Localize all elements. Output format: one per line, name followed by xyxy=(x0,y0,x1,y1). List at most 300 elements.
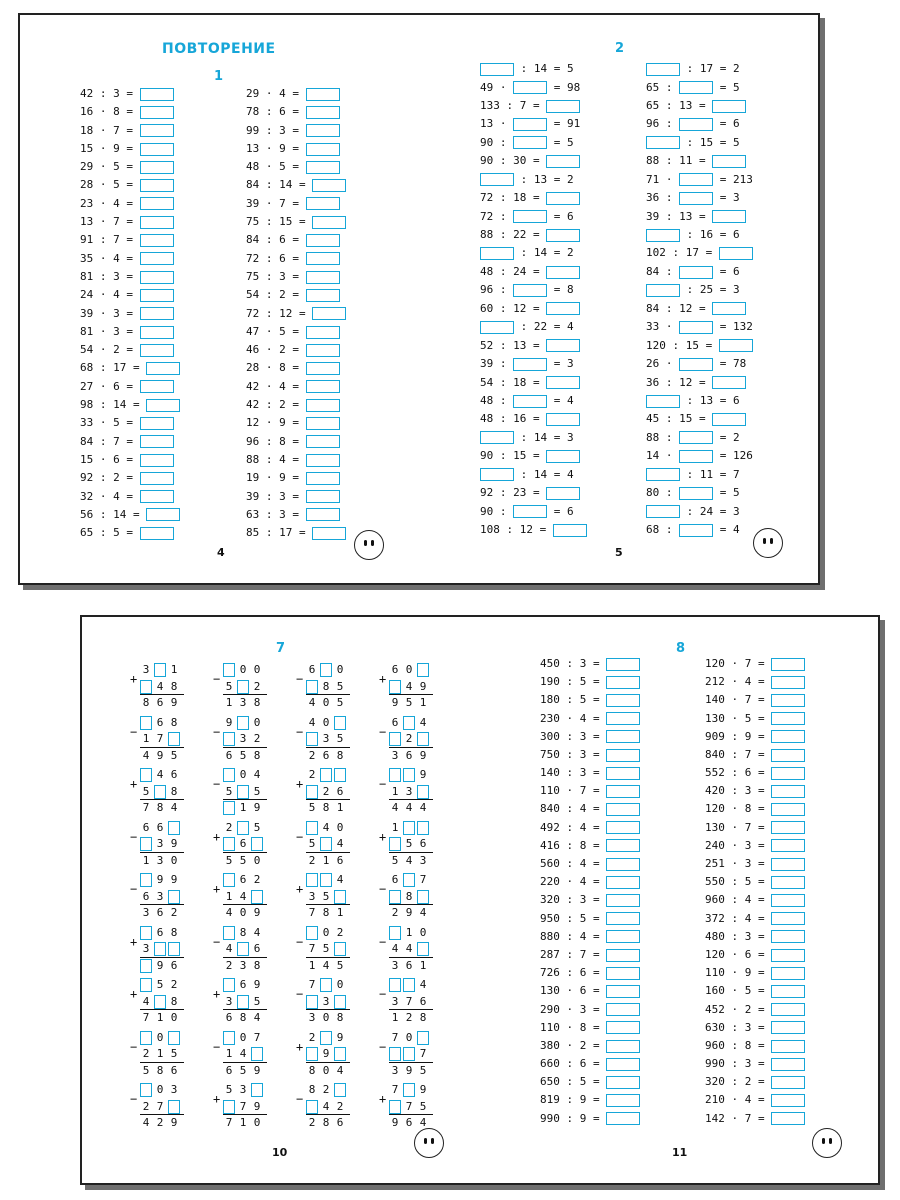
answer-box[interactable] xyxy=(306,326,340,339)
digit-box[interactable] xyxy=(403,873,415,887)
digit-box[interactable] xyxy=(403,716,415,730)
answer-box[interactable] xyxy=(606,767,640,780)
answer-box[interactable] xyxy=(140,307,174,320)
answer-box[interactable] xyxy=(513,210,547,223)
answer-box[interactable] xyxy=(140,289,174,302)
answer-box[interactable] xyxy=(606,1094,640,1107)
answer-box[interactable] xyxy=(306,88,340,101)
digit-box[interactable] xyxy=(389,837,401,851)
answer-box[interactable] xyxy=(771,894,805,907)
digit-box[interactable] xyxy=(154,785,166,799)
digit-box[interactable] xyxy=(306,873,318,887)
answer-box[interactable] xyxy=(306,435,340,448)
answer-box[interactable] xyxy=(140,179,174,192)
digit-box[interactable] xyxy=(320,663,332,677)
digit-box[interactable] xyxy=(417,663,429,677)
answer-box[interactable] xyxy=(306,106,340,119)
digit-box[interactable] xyxy=(237,680,249,694)
answer-box[interactable] xyxy=(513,284,547,297)
operation-sign: − xyxy=(213,777,221,791)
digit-box[interactable] xyxy=(223,663,235,677)
digit-box[interactable] xyxy=(320,837,332,851)
digit-box[interactable] xyxy=(223,873,235,887)
exercise-expression-tail: : 22 = 4 xyxy=(514,320,574,334)
digit-box[interactable] xyxy=(334,995,346,1009)
exercise-row xyxy=(80,122,180,140)
digit-box[interactable] xyxy=(417,1031,429,1045)
answer-box[interactable] xyxy=(513,136,547,149)
digit: 8 xyxy=(170,715,178,729)
answer-box[interactable] xyxy=(606,1112,640,1125)
answer-box[interactable] xyxy=(646,284,680,297)
answer-box[interactable] xyxy=(679,192,713,205)
digit-box[interactable] xyxy=(334,942,346,956)
answer-box[interactable] xyxy=(606,694,640,707)
answer-box[interactable] xyxy=(146,362,180,375)
digit-box[interactable] xyxy=(334,890,346,904)
digit-box[interactable] xyxy=(417,821,429,835)
digit-box[interactable] xyxy=(320,873,332,887)
answer-box[interactable] xyxy=(712,210,746,223)
digit: 4 xyxy=(253,768,261,781)
answer-box[interactable] xyxy=(771,712,805,725)
exercise-row xyxy=(646,152,753,170)
digit-box[interactable] xyxy=(140,1083,152,1097)
digit-box[interactable] xyxy=(223,837,235,851)
answer-box[interactable] xyxy=(480,63,514,76)
exercise-row xyxy=(246,469,346,487)
answer-box[interactable] xyxy=(771,1076,805,1089)
digit-box[interactable] xyxy=(223,1031,235,1045)
digit-box[interactable] xyxy=(251,1047,263,1061)
digit-box[interactable] xyxy=(140,716,152,730)
answer-box[interactable] xyxy=(606,821,640,834)
exercise-row xyxy=(540,819,640,837)
answer-box[interactable] xyxy=(140,472,174,485)
exercise-expression: 72 : 18 = xyxy=(480,191,547,205)
answer-box[interactable] xyxy=(646,63,680,76)
answer-box[interactable] xyxy=(306,362,340,375)
exercise-expression: 28 · 8 = xyxy=(246,361,306,375)
answer-box[interactable] xyxy=(771,785,805,798)
digit-box[interactable] xyxy=(389,768,401,782)
answer-box[interactable] xyxy=(606,839,640,852)
exercise-expression: 750 : 3 = xyxy=(540,747,607,761)
digit-box[interactable] xyxy=(237,942,249,956)
exercise-row xyxy=(480,429,587,447)
answer-box[interactable] xyxy=(606,1003,640,1016)
answer-box[interactable] xyxy=(771,694,805,707)
answer-box[interactable] xyxy=(771,930,805,943)
sum-rule-line xyxy=(306,747,350,748)
answer-box[interactable] xyxy=(771,949,805,962)
digit-box[interactable] xyxy=(306,995,318,1009)
exercise-row xyxy=(480,503,587,521)
answer-box[interactable] xyxy=(679,321,713,334)
answer-box[interactable] xyxy=(546,192,580,205)
digit: 4 xyxy=(308,715,316,729)
answer-box[interactable] xyxy=(771,1040,805,1053)
answer-box[interactable] xyxy=(513,505,547,518)
answer-box[interactable] xyxy=(606,894,640,907)
answer-box[interactable] xyxy=(312,307,346,320)
exercise-row xyxy=(540,891,640,909)
answer-box[interactable] xyxy=(140,344,174,357)
answer-box[interactable] xyxy=(606,930,640,943)
answer-box[interactable] xyxy=(606,1076,640,1089)
section-number-7: 7 xyxy=(276,641,286,656)
digit-box[interactable] xyxy=(306,785,318,799)
answer-box[interactable] xyxy=(606,1058,640,1071)
answer-box[interactable] xyxy=(646,136,680,149)
answer-box[interactable] xyxy=(546,339,580,352)
answer-box[interactable] xyxy=(306,454,340,467)
answer-box[interactable] xyxy=(646,395,680,408)
answer-box[interactable] xyxy=(771,967,805,980)
digit-box[interactable] xyxy=(306,1047,318,1061)
answer-box[interactable] xyxy=(306,508,340,521)
answer-box[interactable] xyxy=(312,216,346,229)
digit-box[interactable] xyxy=(403,1083,415,1097)
answer-box[interactable] xyxy=(306,124,340,137)
answer-box[interactable] xyxy=(771,803,805,816)
answer-box[interactable] xyxy=(140,234,174,247)
digit-box[interactable] xyxy=(403,768,415,782)
answer-box[interactable] xyxy=(306,271,340,284)
exercise-row xyxy=(540,1001,640,1019)
answer-box[interactable] xyxy=(513,395,547,408)
exercise-expression: 140 : 3 = xyxy=(540,766,607,780)
answer-box[interactable] xyxy=(712,100,746,113)
answer-box[interactable] xyxy=(679,81,713,94)
digit-box[interactable] xyxy=(237,821,249,835)
answer-box[interactable] xyxy=(646,229,680,242)
answer-box[interactable] xyxy=(771,767,805,780)
digit-box[interactable] xyxy=(140,926,152,940)
answer-box[interactable] xyxy=(679,358,713,371)
section-number-2: 2 xyxy=(615,41,625,56)
exercise-row xyxy=(540,673,640,691)
answer-box[interactable] xyxy=(553,524,587,537)
answer-box[interactable] xyxy=(306,490,340,503)
digit-box[interactable] xyxy=(306,1100,318,1114)
answer-box[interactable] xyxy=(546,229,580,242)
answer-box[interactable] xyxy=(306,344,340,357)
exercise-row xyxy=(480,337,587,355)
answer-box[interactable] xyxy=(771,730,805,743)
digit-box[interactable] xyxy=(389,926,401,940)
exercise-expression-tail: = 8 xyxy=(547,283,574,297)
exercise-expression: 19 · 9 = xyxy=(246,471,306,485)
digit: 7 xyxy=(156,732,164,745)
answer-box[interactable] xyxy=(606,985,640,998)
answer-box[interactable] xyxy=(306,234,340,247)
digit-box[interactable] xyxy=(334,768,346,782)
digit-box[interactable] xyxy=(154,995,166,1009)
answer-box[interactable] xyxy=(646,468,680,481)
digit-box[interactable] xyxy=(223,978,235,992)
digit: 9 xyxy=(170,1116,178,1129)
digit-box[interactable] xyxy=(389,680,401,694)
exercise-row xyxy=(80,268,180,286)
answer-box[interactable] xyxy=(140,143,174,156)
answer-box[interactable] xyxy=(712,155,746,168)
answer-box[interactable] xyxy=(140,271,174,284)
answer-box[interactable] xyxy=(771,839,805,852)
digit-box[interactable] xyxy=(306,926,318,940)
answer-box[interactable] xyxy=(306,380,340,393)
answer-box[interactable] xyxy=(606,858,640,871)
operation-sign: + xyxy=(213,829,221,844)
answer-box[interactable] xyxy=(480,321,514,334)
answer-box[interactable] xyxy=(719,247,753,260)
digit-box[interactable] xyxy=(168,821,180,835)
answer-box[interactable] xyxy=(771,1112,805,1125)
digit-box[interactable] xyxy=(403,978,415,992)
digit-box[interactable] xyxy=(389,890,401,904)
digit-box[interactable] xyxy=(251,1083,263,1097)
answer-box[interactable] xyxy=(712,302,746,315)
answer-box[interactable] xyxy=(679,118,713,131)
digit: 9 xyxy=(156,958,164,972)
answer-box[interactable] xyxy=(606,730,640,743)
sum-rule-line xyxy=(306,852,350,853)
answer-box[interactable] xyxy=(712,376,746,389)
digit-box[interactable] xyxy=(223,768,235,782)
digit: 2 xyxy=(308,748,316,762)
answer-box[interactable] xyxy=(606,1040,640,1053)
answer-box[interactable] xyxy=(719,339,753,352)
answer-box[interactable] xyxy=(546,487,580,500)
answer-box[interactable] xyxy=(712,413,746,426)
answer-box[interactable] xyxy=(140,161,174,174)
answer-box[interactable] xyxy=(140,124,174,137)
answer-box[interactable] xyxy=(480,431,514,444)
digit-box[interactable] xyxy=(306,732,318,746)
answer-box[interactable] xyxy=(480,247,514,260)
answer-box[interactable] xyxy=(771,876,805,889)
answer-box[interactable] xyxy=(546,376,580,389)
answer-box[interactable] xyxy=(771,1094,805,1107)
answer-box[interactable] xyxy=(546,450,580,463)
digit-box[interactable] xyxy=(140,768,152,782)
answer-box[interactable] xyxy=(546,266,580,279)
answer-box[interactable] xyxy=(606,712,640,725)
digit-box[interactable] xyxy=(389,978,401,992)
answer-box[interactable] xyxy=(679,450,713,463)
answer-box[interactable] xyxy=(140,252,174,265)
digit-box[interactable] xyxy=(140,680,152,694)
digit-box[interactable] xyxy=(140,978,152,992)
answer-box[interactable] xyxy=(513,81,547,94)
digit: 2 xyxy=(391,906,399,919)
digit-box[interactable] xyxy=(417,942,429,956)
answer-box[interactable] xyxy=(606,1021,640,1034)
answer-box[interactable] xyxy=(140,527,174,540)
answer-box[interactable] xyxy=(312,527,346,540)
digit: 7 xyxy=(419,1047,427,1060)
digit-box[interactable] xyxy=(417,785,429,799)
answer-box[interactable] xyxy=(140,417,174,430)
answer-box[interactable] xyxy=(306,143,340,156)
answer-box[interactable] xyxy=(306,161,340,174)
digit-box[interactable] xyxy=(334,1083,346,1097)
digit-box[interactable] xyxy=(140,837,152,851)
digit-box[interactable] xyxy=(168,1100,180,1114)
answer-box[interactable] xyxy=(606,912,640,925)
sum-rule-line xyxy=(306,904,350,905)
digit-box[interactable] xyxy=(168,732,180,746)
answer-box[interactable] xyxy=(140,326,174,339)
answer-box[interactable] xyxy=(606,949,640,962)
digit: 7 xyxy=(391,1030,399,1044)
answer-box[interactable] xyxy=(312,179,346,192)
answer-box[interactable] xyxy=(306,252,340,265)
digit-box[interactable] xyxy=(389,732,401,746)
digit-box[interactable] xyxy=(389,1047,401,1061)
answer-box[interactable] xyxy=(140,216,174,229)
digit: 5 xyxy=(336,679,344,693)
answer-box[interactable] xyxy=(606,803,640,816)
sum-rule-line xyxy=(389,694,433,695)
answer-box[interactable] xyxy=(771,1058,805,1071)
answer-box[interactable] xyxy=(146,399,180,412)
digit: 4 xyxy=(336,873,344,886)
digit-box[interactable] xyxy=(140,959,152,973)
operation-sign: + xyxy=(130,934,138,949)
answer-box[interactable] xyxy=(679,487,713,500)
exercise-expression-tail: : 25 = 3 xyxy=(680,283,740,297)
answer-box[interactable] xyxy=(771,858,805,871)
digit-box[interactable] xyxy=(223,801,235,815)
page-number: 11 xyxy=(672,1146,688,1159)
answer-box[interactable] xyxy=(140,88,174,101)
exercise-row xyxy=(540,964,640,982)
answer-box[interactable] xyxy=(513,358,547,371)
answer-box[interactable] xyxy=(771,658,805,671)
digit-box[interactable] xyxy=(237,995,249,1009)
digit-box[interactable] xyxy=(334,1047,346,1061)
exercise-row xyxy=(480,208,587,226)
answer-box[interactable] xyxy=(771,676,805,689)
exercise-row xyxy=(705,1037,805,1055)
exercise-expression: 160 · 5 = xyxy=(705,984,772,998)
answer-box[interactable] xyxy=(306,399,340,412)
digit-box[interactable] xyxy=(251,890,263,904)
answer-box[interactable] xyxy=(679,524,713,537)
answer-box[interactable] xyxy=(306,289,340,302)
answer-box[interactable] xyxy=(140,106,174,119)
answer-box[interactable] xyxy=(140,380,174,393)
answer-box[interactable] xyxy=(140,454,174,467)
exercise-row xyxy=(480,115,587,133)
answer-box[interactable] xyxy=(771,912,805,925)
exercise-expression: 840 : 7 = xyxy=(705,747,772,761)
answer-box[interactable] xyxy=(606,876,640,889)
answer-box[interactable] xyxy=(480,468,514,481)
answer-box[interactable] xyxy=(679,431,713,444)
exercise-expression: 251 · 3 = xyxy=(705,857,772,871)
answer-box[interactable] xyxy=(771,1003,805,1016)
digit-box[interactable] xyxy=(403,821,415,835)
digit-box[interactable] xyxy=(223,1100,235,1114)
answer-box[interactable] xyxy=(306,472,340,485)
digit-box[interactable] xyxy=(417,732,429,746)
answer-box[interactable] xyxy=(771,821,805,834)
answer-box[interactable] xyxy=(771,1021,805,1034)
answer-box[interactable] xyxy=(306,197,340,210)
digit-box[interactable] xyxy=(154,942,166,956)
answer-box[interactable] xyxy=(480,173,514,186)
digit-box[interactable] xyxy=(140,873,152,887)
exercise-row xyxy=(705,855,805,873)
digit: 1 xyxy=(225,1047,233,1060)
answer-box[interactable] xyxy=(646,505,680,518)
digit: 4 xyxy=(225,942,233,955)
operation-sign: − xyxy=(213,724,221,739)
answer-box[interactable] xyxy=(146,508,180,521)
answer-box[interactable] xyxy=(679,266,713,279)
digit: 0 xyxy=(253,663,261,676)
answer-box[interactable] xyxy=(606,658,640,671)
digit-box[interactable] xyxy=(168,942,180,956)
digit-box[interactable] xyxy=(306,821,318,835)
digit-box[interactable] xyxy=(154,663,166,677)
digit-box[interactable] xyxy=(237,716,249,730)
digit-box[interactable] xyxy=(168,1031,180,1045)
answer-box[interactable] xyxy=(140,197,174,210)
exercise-row xyxy=(646,97,753,115)
digit-box[interactable] xyxy=(403,1047,415,1061)
answer-box[interactable] xyxy=(606,967,640,980)
digit-box[interactable] xyxy=(320,1031,332,1045)
answer-box[interactable] xyxy=(140,435,174,448)
digit: 1 xyxy=(170,663,178,676)
digit-box[interactable] xyxy=(417,890,429,904)
digit-box[interactable] xyxy=(223,926,235,940)
digit-box[interactable] xyxy=(320,978,332,992)
answer-box[interactable] xyxy=(606,749,640,762)
answer-box[interactable] xyxy=(546,100,580,113)
digit-box[interactable] xyxy=(306,680,318,694)
digit-box[interactable] xyxy=(140,1031,152,1045)
answer-box[interactable] xyxy=(679,173,713,186)
digit: 7 xyxy=(405,1099,413,1113)
exercise-row xyxy=(705,1092,805,1110)
answer-box[interactable] xyxy=(771,985,805,998)
exercise-expression: 96 : xyxy=(646,117,680,131)
answer-box[interactable] xyxy=(546,155,580,168)
answer-box[interactable] xyxy=(771,749,805,762)
digit-box[interactable] xyxy=(251,837,263,851)
exercise-expression: 102 : 17 = xyxy=(646,246,719,260)
answer-box[interactable] xyxy=(306,417,340,430)
digit-box[interactable] xyxy=(320,768,332,782)
answer-box[interactable] xyxy=(546,413,580,426)
digit-box[interactable] xyxy=(237,785,249,799)
digit-box[interactable] xyxy=(223,732,235,746)
answer-box[interactable] xyxy=(606,676,640,689)
digit: 6 xyxy=(170,958,178,972)
answer-box[interactable] xyxy=(140,490,174,503)
answer-box[interactable] xyxy=(606,785,640,798)
exercise-row xyxy=(80,213,180,231)
digit-box[interactable] xyxy=(168,890,180,904)
answer-box[interactable] xyxy=(546,302,580,315)
answer-box[interactable] xyxy=(513,118,547,131)
digit-box[interactable] xyxy=(334,716,346,730)
digit-box[interactable] xyxy=(389,1100,401,1114)
